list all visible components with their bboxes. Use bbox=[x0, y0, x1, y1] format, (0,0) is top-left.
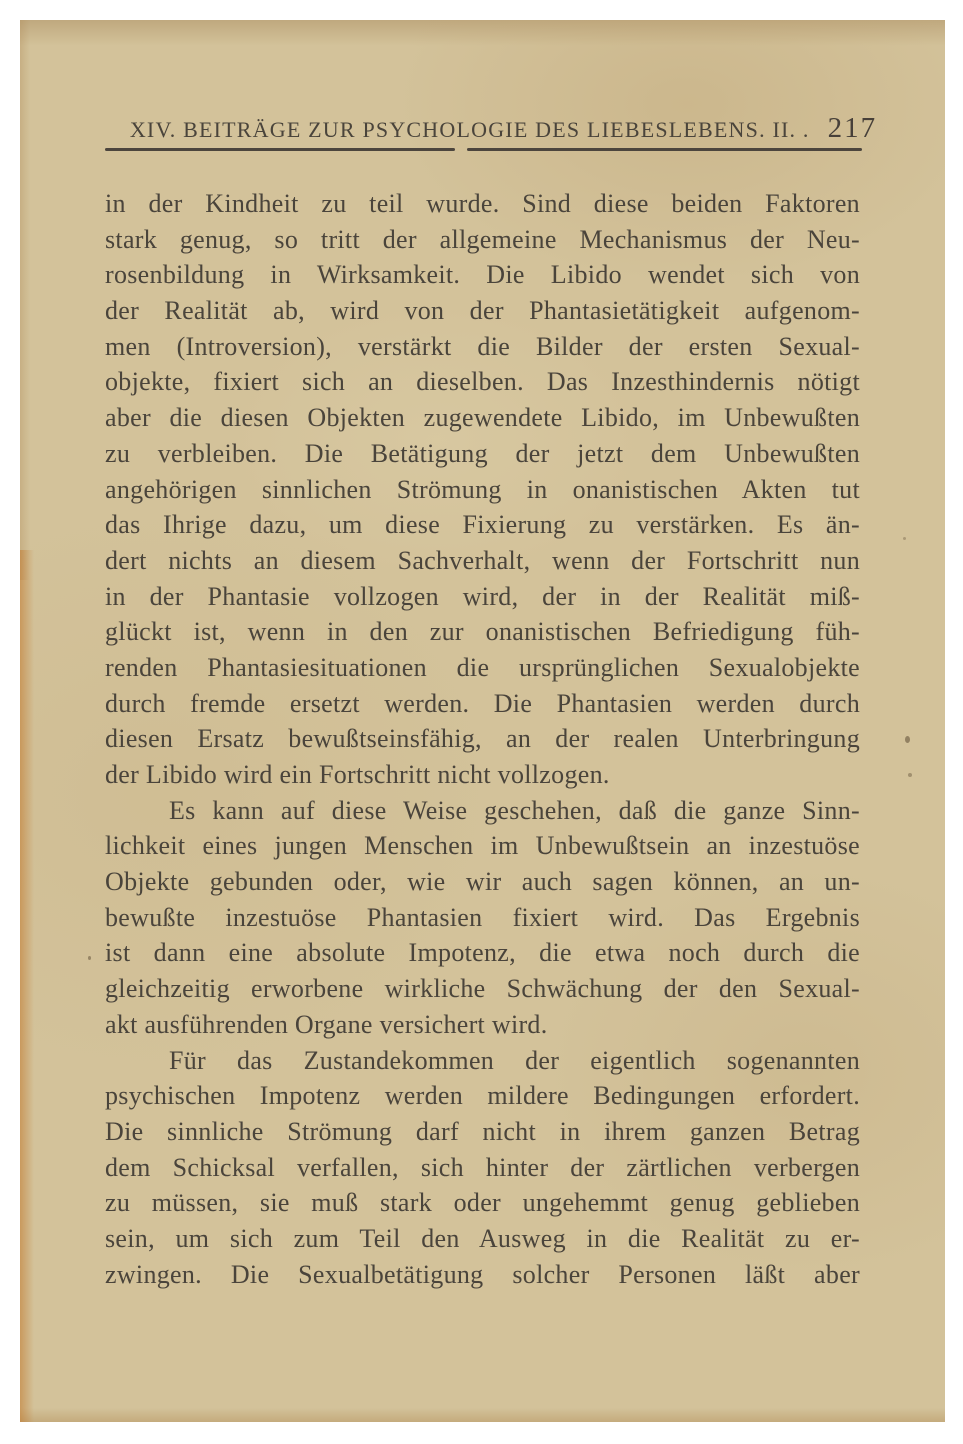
text-line: gleichzeitig erworbene wirkliche Schwächung der den Sexual- bbox=[105, 974, 860, 1004]
text-line: diesen Ersatz bewußtseinsfähig, an der realen Unterbringung bbox=[105, 724, 860, 754]
text-line: stark genug, so tritt der allgemeine Mechanismus der Neu- bbox=[105, 224, 860, 254]
text-line: Es kann auf diese Weise geschehen, daß die ganze Sinn- bbox=[169, 795, 860, 825]
text-line: das Ihrige dazu, um diese Fixierung zu verstärken. Es än- bbox=[105, 510, 860, 540]
text-line: bewußte inzestuöse Phantasien fixiert wird. Das Ergebnis bbox=[105, 902, 860, 932]
page-header bbox=[20, 112, 945, 145]
page-number: 217 bbox=[827, 112, 878, 144]
text-line: zu verbleiben. Die Betätigung der jetzt dem Unbewußten bbox=[105, 438, 860, 468]
text-line: Die sinnliche Strömung darf nicht in ihrem ganzen Betrag bbox=[105, 1116, 860, 1146]
scan-speckle bbox=[903, 537, 906, 540]
page-edge-shading bbox=[20, 20, 30, 580]
text-line: lichkeit eines jungen Menschen im Unbewußtsein an inzestuöse bbox=[105, 831, 860, 861]
text-line: glückt ist, wenn in den zur onanistischen Befriedigung füh- bbox=[105, 617, 860, 647]
text-line: psychischen Impotenz werden mildere Bedingungen erfordert. bbox=[105, 1081, 860, 1111]
text-line: Für das Zustandekommen der eigentlich sogenannten bbox=[169, 1045, 860, 1075]
text-line: akt ausführenden Organe versichert wird. bbox=[105, 1009, 548, 1039]
running-title: XIV. BEITRÄGE ZUR PSYCHOLOGIE DES LIEBESLEBENS. II. . bbox=[129, 117, 810, 142]
text-line: ist dann eine absolute Impotenz, die etwa noch durch die bbox=[105, 938, 860, 968]
text-line: dem Schicksal verfallen, sich hinter der zärtlichen verbergen bbox=[105, 1152, 860, 1182]
text-line: renden Phantasiesituationen die ursprünglichen Sexualobjekte bbox=[105, 652, 860, 682]
text-line: zu müssen, sie muß stark oder ungehemmt genug geblieben bbox=[105, 1188, 860, 1218]
scan-speckle bbox=[88, 956, 91, 960]
text-line: men (Introversion), verstärkt die Bilder der ersten Sexual- bbox=[105, 331, 860, 361]
scan-speckle bbox=[908, 773, 912, 777]
text-line: dert nichts an diesem Sachverhalt, wenn der Fortschritt nun bbox=[105, 545, 860, 575]
text-line: objekte, fixiert sich an dieselben. Das Inzesthindernis nötigt bbox=[105, 367, 860, 397]
header-rule-right bbox=[467, 148, 862, 151]
text-line: der Libido wird ein Fortschritt nicht vollzogen. bbox=[105, 760, 610, 789]
text-line: in der Phantasie vollzogen wird, der in der Realität miß- bbox=[105, 581, 860, 611]
text-line: sein, um sich zum Teil den Ausweg in die Realität zu er- bbox=[105, 1223, 860, 1253]
book-page bbox=[20, 20, 945, 1422]
body-lines bbox=[105, 186, 860, 1292]
text-line: Objekte gebunden oder, wie wir auch sagen können, an un- bbox=[105, 867, 860, 897]
text-line: angehörigen sinnlichen Strömung in onanistischen Akten tut bbox=[105, 474, 860, 504]
scan-speckle bbox=[905, 736, 910, 743]
text-line: zwingen. Die Sexualbetätigung solcher Personen läßt aber bbox=[105, 1259, 860, 1289]
header-rule-left bbox=[105, 148, 455, 151]
text-line: durch fremde ersetzt werden. Die Phantasien werden durch bbox=[105, 688, 860, 718]
text-line: rosenbildung in Wirksamkeit. Die Libido wendet sich von bbox=[105, 260, 860, 290]
text-line: aber die diesen Objekten zugewendete Libido, im Unbewußten bbox=[105, 403, 860, 433]
page-edge-shading bbox=[20, 550, 34, 1422]
text-line: in der Kindheit zu teil wurde. Sind diese beiden Faktoren bbox=[105, 189, 860, 218]
text-line: der Realität ab, wird von der Phantasietätigkeit aufgenom- bbox=[105, 296, 860, 326]
